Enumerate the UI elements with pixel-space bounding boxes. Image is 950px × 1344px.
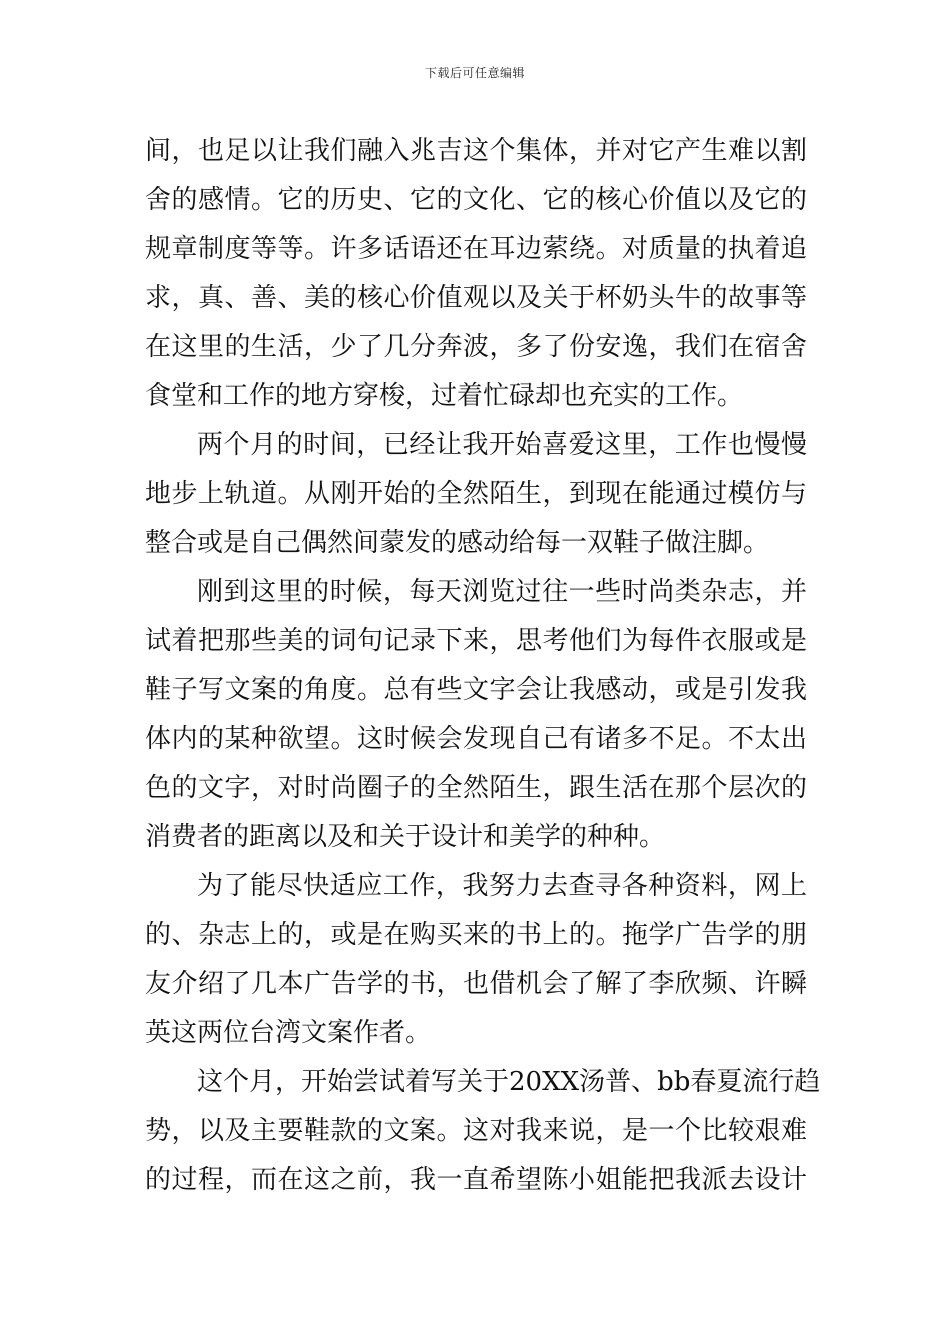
- text-line: 间，也足以让我们融入兆吉这个集体，并对它产生难以割: [145, 136, 807, 166]
- text-line: 友介绍了几本广告学的书，也借机会了解了李欣频、许瞬: [145, 969, 807, 999]
- text-line: 势，以及主要鞋款的文案。这对我来说，是一个比较艰难: [145, 1116, 807, 1146]
- text-line: 规章制度等等。许多话语还在耳边萦绕。对质量的执着追: [145, 234, 807, 264]
- body-text: [145, 127, 821, 1205]
- paragraph: [145, 862, 807, 1058]
- text-line: 两个月的时间，已经让我开始喜爱这里，工作也慢慢: [197, 430, 807, 460]
- paragraph: [145, 127, 807, 421]
- text-line: 这个月，开始尝试着写关于20XX汤普、bb春夏流行趋: [197, 1067, 821, 1097]
- text-line: 体内的某种欲望。这时候会发现自己有诸多不足。不太出: [145, 724, 807, 754]
- text-line: 舍的感情。它的历史、它的文化、它的核心价值以及它的: [145, 185, 807, 215]
- page-header: 下载后可任意编辑: [424, 66, 525, 80]
- text-line: 求，真、善、美的核心价值观以及关于杯奶头牛的故事等: [145, 283, 807, 313]
- text-line: 色的文字，对时尚圈子的全然陌生，跟生活在那个层次的: [145, 773, 807, 803]
- paragraph: [145, 1058, 821, 1205]
- text-line: 为了能尽快适应工作，我努力去查寻各种资料，网上: [197, 871, 807, 901]
- text-line: 英这两位台湾文案作者。: [145, 1018, 432, 1048]
- text-line: 的过程，而在这之前，我一直希望陈小姐能把我派去设计: [145, 1165, 807, 1195]
- text-line: 整合或是自己偶然间蒙发的感动给每一双鞋子做注脚。: [145, 528, 770, 558]
- text-line: 鞋子写文案的角度。总有些文字会让我感动，或是引发我: [145, 675, 807, 705]
- text-line: 试着把那些美的词句记录下来，思考他们为每件衣服或是: [145, 626, 807, 656]
- paragraph: [145, 568, 807, 862]
- text-line: 在这里的生活，少了几分奔波，多了份安逸，我们在宿舍: [145, 332, 807, 362]
- paragraph: [145, 421, 807, 568]
- text-line: 消费者的距离以及和关于设计和美学的种种。: [145, 822, 666, 852]
- text-line: 的、杂志上的，或是在购买来的书上的。拖学广告学的朋: [145, 920, 807, 950]
- text-line: 刚到这里的时候，每天浏览过往一些时尚类杂志，并: [197, 577, 807, 607]
- text-line: 地步上轨道。从刚开始的全然陌生，到现在能通过模仿与: [145, 479, 807, 509]
- text-line: 食堂和工作的地方穿梭，过着忙碌却也充实的工作。: [145, 381, 744, 411]
